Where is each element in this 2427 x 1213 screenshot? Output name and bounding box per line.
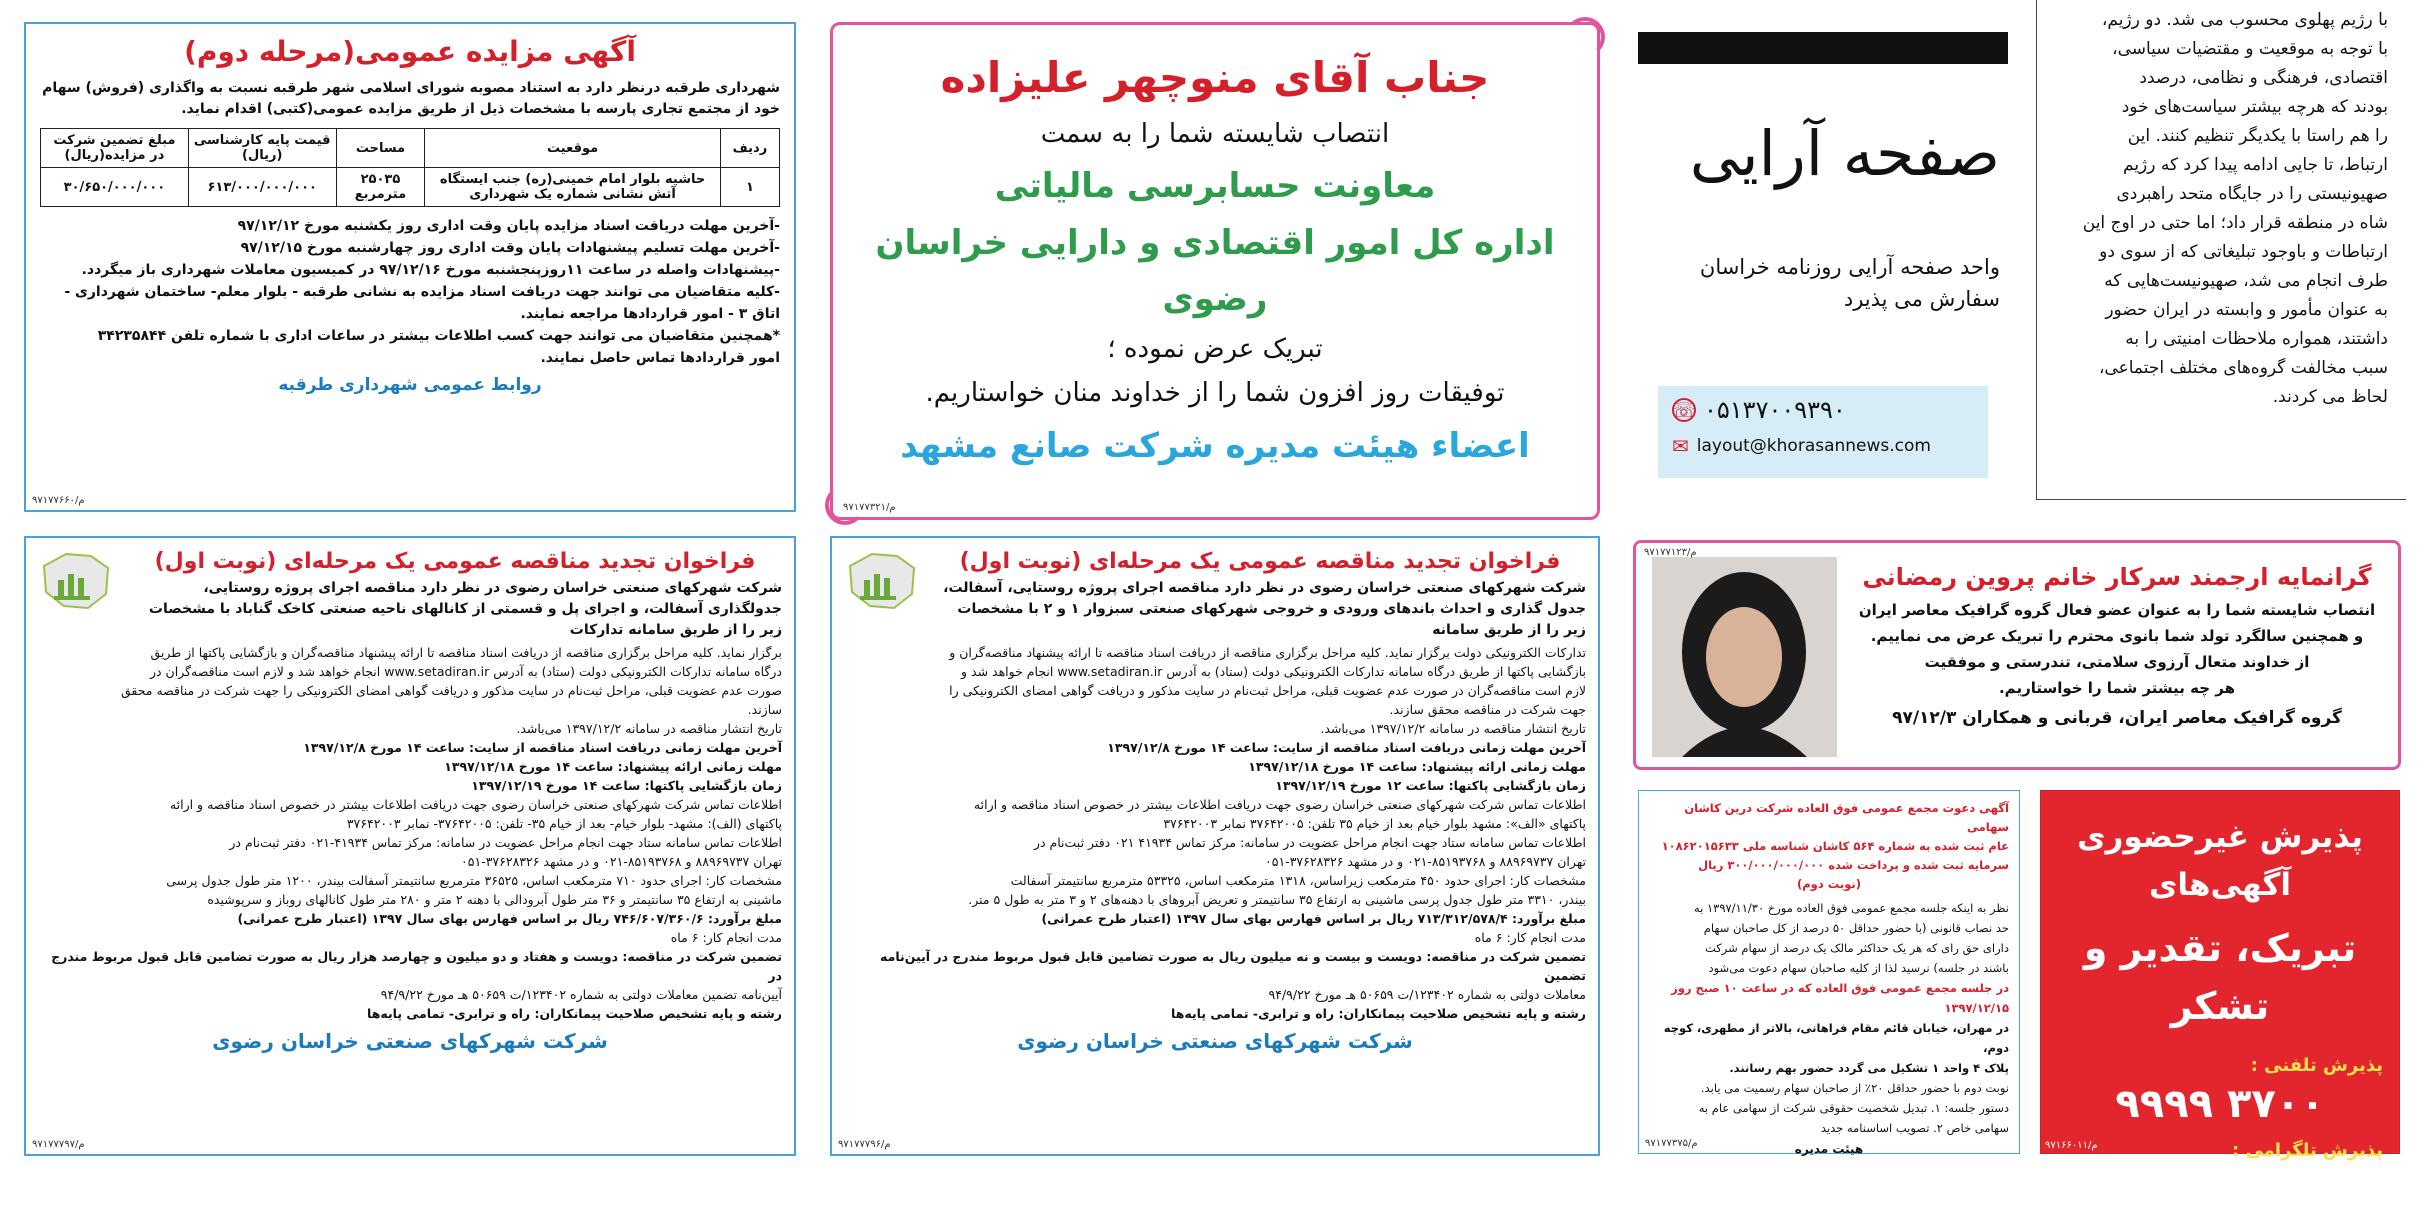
portrait-text [1852, 557, 2382, 735]
shareholders-line: حد نصاب قانونی (با حضور حداقل ۵۰ درصد از کل صاحبان سهام [1703, 921, 2009, 935]
portrait-line: هر چه بیشتر شما را خواستاریم. [1998, 679, 2236, 697]
tender-body [38, 643, 782, 1023]
auction-th: مبلغ تضمین شرکت در مزایده(ریال) [41, 129, 189, 168]
layout-title: صفحه آرایی [1689, 117, 2000, 190]
tender-line: اطلاعات تماس شرکت شهرکهای صنعتی خراسان رضوی جهت دریافت اطلاعات بیشتر در خصوص اسناد مناقصه و ارائه [169, 797, 782, 812]
red-ad-tg[interactable]: ۰۹۱۵۴۷۱۱۳۰۰ [2099, 1166, 2341, 1207]
tender-line: بازگشایی پاکتها از طریق درگاه سامانه تدارکات الکترونیکی دولت (ستاد) به آدرس www.setadiran.ir انجام خواهد شد و [961, 664, 1586, 679]
shareholders-code: ۹۷۱۷۷۳۷۵/م [1645, 1138, 1698, 1149]
acceptance-ad [2040, 790, 2400, 1207]
shareholders-line: نظر به اینکه جلسه مجمع عمومی فوق العاده مورخ ۱۳۹۷/۱۱/۳۰ به [1693, 901, 2009, 915]
phone-icon: ☏ [1671, 398, 1697, 422]
auction-td: ۶۱۳/۰۰۰/۰۰۰/۰۰۰ [188, 168, 336, 207]
tender-line: مشخصات کار: اجرای حدود ۷۱۰ مترمکعب اساس، ۳۶۵۲۵ مترمربع سانتیمتر آسفالت بیندر، ۱۲۰۰ متر طول جدول پرسی [166, 873, 782, 888]
tender-title: فراخوان تجدید مناقصه عمومی یک مرحله‌ای (نوبت اول) [959, 549, 1561, 574]
auction-line: -آخرین مهلت دریافت اسناد مزایده پایان وقت اداری روز یکشنبه مورخ ۹۷/۱۲/۱۲ [237, 218, 780, 234]
tender-signature: شرکت شهرکهای صنعتی خراسان رضوی [212, 1029, 608, 1053]
tender-line: مدت انجام کار: ۶ ماه [1474, 930, 1586, 945]
article-line: سبب مخالفت گروه‌های مختلف اجتماعی، [2098, 358, 2388, 378]
red-ad-tel[interactable]: ۳۷۰۰ ۹۹۹۹ [2115, 1081, 2325, 1127]
phone-row [1672, 396, 1974, 424]
auction-table-header [41, 129, 780, 168]
congrats-position: معاونت حسابرسی مالیاتی [994, 166, 1436, 206]
tender-line: اطلاعات تماس شرکت شهرکهای صنعتی خراسان رضوی جهت دریافت اطلاعات بیشتر در خصوص اسناد مناقصه و ارائه [973, 797, 1586, 812]
article-line: بودند که هرچه بیشتر سیاست‌های خود [2121, 97, 2388, 117]
shareholders-line: در مهران، خیابان قائم مقام فراهانی، بالاتر از مطهری، کوچه دوم، [1663, 1021, 2009, 1055]
flourish-ornament [1565, 17, 1605, 57]
congrats-sender: اعضاء هیئت مدیره شرکت صانع مشهد [900, 426, 1530, 466]
tender-title: فراخوان تجدید مناقصه عمومی یک مرحله‌ای (نوبت اول) [154, 549, 756, 574]
tender-line: رشته و پایه تشخیص صلاحیت پیمانکاران: راه و ترابری- تمامی پایه‌ها [1171, 1006, 1586, 1021]
shareholders-signature: هیئت مدیره [1794, 1142, 1864, 1156]
tender-line: برگزار نماید. کلیه مراحل برگزاری مناقصه از دریافت اسناد مناقصه تا ارائه پیشنهاد مناقصه‌گران و بازگشایی پاکتها از طریق [150, 645, 782, 660]
article-line: با رژیم پهلوی محسوب می شد. دو رژیم، [2101, 10, 2388, 30]
tender-line: مدت انجام کار: ۶ ماه [670, 930, 782, 945]
shareholders-line: باشند در جلسه) نرسید لذا از کلیه صاحبان سهام دعوت می‌شود [1708, 961, 2009, 975]
auction-td: ۱ [720, 168, 779, 207]
article-line: داشتند، همواره ملاحظات امنیتی را به [2125, 329, 2388, 349]
auction-line: -پیشنهادات واصله در ساعت ۱۱روزپنجشنبه مورخ ۹۷/۱۲/۱۶ در کمیسیون معاملات شهرداری باز میگردد. [81, 262, 780, 278]
tender-line: پاکتهای (الف): مشهد- بلوار خیام- بعد از خیام ۳۵- تلفن: ۳۷۶۴۲۰۰۵- نمابر ۳۷۶۴۲۰۰۳ [346, 816, 782, 831]
portrait-sender: گروه گرافیک معاصر ایران، قربانی و همکاران ۹۷/۱۲/۳ [1892, 708, 2342, 728]
article-line: طرف انجام می شد، صهیونیست‌هایی که [2104, 271, 2388, 291]
tender-ad-sabzevar [830, 536, 1600, 1156]
article-line: شاه در منطقه قرار داد؛ اما حتی در اوج این [2082, 213, 2388, 233]
shareholders-line: نوبت دوم با حضور حداقل ۲۰٪ از صاحبان سهام رسمیت می یابد. [1700, 1081, 2009, 1095]
red-ad-line1: پذیرش غیرحضوری آگهی‌های [2077, 819, 2363, 903]
tender-line: تضمین شرکت در مناقصه: دویست و هفتاد و دو میلیون و چهارصد هزار ریال به صورت تضامین قابل قبول مربوط مندرج در [51, 949, 782, 983]
congrats-line2: تبریک عرض نموده ؛ [1107, 334, 1323, 364]
tender-line: اطلاعات تماس سامانه ستاد جهت انجام مراحل عضویت در سامانه: مرکز تماس ۴۱۹۳۴-۰۲۱ دفتر ثبت‌نام در [229, 835, 782, 850]
article-line: ارتباطات و باوجود تبلیغاتی که از سوی دو [2099, 242, 2388, 262]
iran-map-icon [842, 546, 922, 616]
tender-body [844, 643, 1586, 1023]
portrait-line: انتصاب شایسته شما را به عنوان عضو فعال گروه گرافیک معاصر ایران [1858, 601, 2376, 619]
tender-intro: شرکت شهرکهای صنعتی خراسان رضوی در نظر دارد مناقصه اجرای پروژه روستایی، جدولگذاری آسفالت، و اجرای پل و قسمتی از کانالهای ناحیه صنعتی کاخک گناباد با مشخصات زیر را از طریق سامانه تدارکات [148, 580, 782, 638]
portrait-photo [1652, 557, 1837, 757]
auction-signature: روابط عمومی شهرداری طرقبه [278, 375, 542, 395]
tender-signature: شرکت شهرکهای صنعتی خراسان رضوی [1017, 1029, 1413, 1053]
layout-service-ad [1638, 22, 2012, 522]
congrats-ad [830, 22, 1600, 520]
portrait-line: از خداوند متعال آرزوی سلامتی، تندرستی و موفقیت [1924, 653, 2310, 671]
red-ad-tg-label: پذیرش تلگرامی : [2232, 1140, 2383, 1161]
article-line: به عنوان مأمور و وابسته در ایران حضور [2105, 300, 2388, 320]
tender-intro: شرکت شهرکهای صنعتی خراسان رضوی در نظر دارد مناقصه اجرای پروژه روستایی، آسفالت، جدول گذاری و احداث باندهای ورودی و خروجی شهرکهای صنعتی سبزوار ۱ و ۲ با مشخصات زیر را از طریق سامانه [943, 580, 1586, 638]
congrats-line1: انتصاب شایسته شما را به سمت [1040, 119, 1390, 149]
red-ad-tel-label: پذیرش تلفنی : [2250, 1055, 2383, 1076]
tender-line: معاملات دولتی به شماره ۱۲۳۴۰۲/ت ۵۰۶۵۹ هـ مورخ ۹۴/۹/۲۲ [1268, 987, 1586, 1002]
contact-box [1658, 386, 1988, 478]
article-line: صهیونیستی را در جایگاه متحد راهبردی [2116, 184, 2388, 204]
portrait-congrats-ad [1633, 540, 2401, 770]
tender-line: تاریخ انتشار مناقصه در سامانه ۱۳۹۷/۱۲/۲ می‌باشد. [516, 721, 782, 736]
black-bar [1638, 32, 2008, 64]
tender-line: زمان بازگشایی پاکتها: ساعت ۱۴ مورخ ۱۳۹۷/۱۲/۱۹ [471, 778, 782, 793]
congrats-org: اداره کل امور اقتصادی و دارایی خراسان رضوی [875, 223, 1555, 319]
auction-intro: شهرداری طرقبه درنظر دارد به استناد مصوبه شورای اسلامی شهر طرقبه نسبت به واگذاری (فروش) سهام خود از مجتمع تجاری پارسه با مشخصات ذیل از طریق مزایده عمومی(کتبی) اقدام نماید. [42, 80, 780, 117]
tender-line: مبلغ برآورد: ۷۴۶/۶۰۷/۳۶۰/۶ ریال بر اساس فهارس بهای سال ۱۳۹۷ (اعتبار طرح عمرانی) [237, 911, 782, 926]
shareholders-title-line: عام ثبت شده به شماره ۵۶۴ کاشان شناسه ملی ۱۰۸۶۲۰۱۵۶۳۳ [1661, 839, 2009, 853]
tender-line: صورت عدم عضویت قبلی، مراحل ثبت‌نام در سایت مذکور و دریافت گواهی امضای الکترونیکی را جهت شرکت در مناقصه محقق [120, 683, 782, 698]
auction-table [40, 128, 780, 207]
auction-line: امور قراردادها تماس حاصل نمایند. [540, 350, 780, 366]
auction-th: مساحت [336, 129, 425, 168]
tender-line: پاکتهای «الف»: مشهد بلوار خیام بعد از خیام ۳۵ تلفن: ۳۷۶۴۲۰۰۵ نمابر ۳۷۶۴۲۰۰۳ [1163, 816, 1586, 831]
auction-line: -آخرین مهلت تسلیم پیشنهادات پایان وقت اداری روز چهارشنبه مورخ ۹۷/۱۲/۱۵ [240, 240, 780, 256]
tender-line: جهت شرکت در مناقصه محقق سازند. [1389, 702, 1586, 717]
tender-line: آیین‌نامه تضمین معاملات دولتی به شماره ۱۲۳۴۰۲/ت ۵۰۶۵۹ هـ مورخ ۹۴/۹/۲۲ [380, 987, 782, 1002]
tender-line: تهران ۸۸۹۶۹۷۳۷ و ۸۵۱۹۳۷۶۸-۰۲۱ و در مشهد ۳۷۶۲۸۳۲۶-۰۵۱ [461, 854, 782, 869]
congrats-name: جناب آقای منوچهر علیزاده [940, 53, 1490, 102]
tender-line: بیندر، ۳۳۱۰ متر طول جدول پرسی ماشینی به ارتفاع ۳۵ سانتیمتر و تعریض آبروهای با دهنه‌های ۲ و ۳ متر به طول ۵ متر. [968, 892, 1586, 907]
tender-line: زمان بازگشایی پاکتها: ساعت ۱۲ مورخ ۱۳۹۷/۱۲/۱۹ [1275, 778, 1586, 793]
auction-ad [24, 22, 796, 512]
shareholders-meeting-ad [1638, 790, 2020, 1154]
auction-code: ۹۷۱۷۷۶۶۰/م [32, 495, 85, 506]
auction-line: اتاق ۳ - امور قراردادها مراجعه نمایند. [520, 306, 780, 322]
iran-map-icon [36, 546, 116, 616]
contact-phone[interactable]: ۰۵۱۳۷۰۰۹۳۹۰ [1704, 396, 1846, 424]
article-column [2036, 0, 2406, 500]
tender-line: سازند. [747, 702, 782, 717]
auction-td: ۲۵۰۳۵ مترمربع [336, 168, 425, 207]
tender-code: ۹۷۱۷۷۷۹۶/م [838, 1139, 891, 1150]
layout-text2: سفارش می پذیرد [1843, 287, 2000, 311]
tender-line: تاریخ انتشار مناقصه در سامانه ۱۳۹۷/۱۲/۲ می‌باشد. [1320, 721, 1586, 736]
tender-line: رشته و پایه تشخیص صلاحیت پیمانکاران: راه و ترابری- تمامی پایه‌ها [367, 1006, 782, 1021]
shareholders-line: دستور جلسه: ۱. تبدیل شخصیت حقوقی شرکت از سهامی عام به [1698, 1101, 2009, 1115]
portrait-image [1652, 557, 1837, 757]
article-line: لحاظ می کردند. [2272, 387, 2388, 407]
tender-line: مهلت زمانی ارائه پیشنهاد: ساعت ۱۴ مورخ ۱۳۹۷/۱۲/۱۸ [444, 759, 782, 774]
tender-ad-kakhk [24, 536, 796, 1156]
auction-line: *همچنین متقاضیان می توانند جهت کسب اطلاعات بیشتر در ساعات اداری با شماره تلفن ۳۴۲۳۵۸۴۴ [97, 328, 780, 344]
tender-line: تضمین شرکت در مناقصه: دویست و بیست و نه میلیون ریال به صورت تضامین قابل قبول مربوط مندرج در آیین‌نامه تضمین [880, 949, 1586, 983]
mail-icon: ✉ [1672, 434, 1689, 458]
red-ad-line2: تبریک، تقدیر و تشکر [2083, 926, 2357, 1028]
email-row [1672, 434, 1974, 458]
auction-details [40, 215, 780, 369]
tender-line: آخرین مهلت زمانی دریافت اسناد مناقصه از سایت: ساعت ۱۴ مورخ ۱۳۹۷/۱۲/۸ [303, 740, 782, 755]
article-line: با توجه به موقعیت و مقتضیات سیاسی، [2112, 39, 2388, 59]
auction-td: حاشیه بلوار امام خمینی(ره) جنب ایستگاه آتش نشانی شماره یک شهرداری [425, 168, 721, 207]
portrait-line: و همچنین سالگرد تولد شما بانوی محترم را تبریک عرض می نماییم. [1870, 627, 2364, 645]
tender-line: مشخصات کار: اجرای حدود ۴۵۰ مترمکعب زیراساس، ۱۳۱۸ مترمکعب اساس، ۵۳۳۲۵ مترمربع سانتیمتر آسفالت [1010, 873, 1586, 888]
shareholders-line: پلاک ۴ واحد ۱ تشکیل می گردد حضور بهم رسانند. [1729, 1061, 2009, 1075]
auction-td: ۳۰/۶۵۰/۰۰۰/۰۰۰ [41, 168, 189, 207]
shareholders-title-line: آگهی دعوت مجمع عمومی فوق العاده شرکت درین کاشان سهامی [1684, 801, 2009, 834]
auction-th: موقعیت [425, 129, 721, 168]
tender-line: آخرین مهلت زمانی دریافت اسناد مناقصه از سایت: ساعت ۱۴ مورخ ۱۳۹۷/۱۲/۸ [1107, 740, 1586, 755]
tender-line: مهلت زمانی ارائه پیشنهاد: ساعت ۱۴ مورخ ۱۳۹۷/۱۲/۱۸ [1248, 759, 1586, 774]
auction-title: آگهی مزایده عمومی(مرحله دوم) [184, 35, 636, 68]
red-ad-code: ۹۷۱۶۶۰۱۱/م [2045, 1140, 2098, 1151]
shareholders-body [1649, 898, 2009, 1138]
tender-line: تهران ۸۸۹۶۹۷۳۷ و ۸۵۱۹۳۷۶۸-۰۲۱ و در مشهد ۳۷۶۲۸۳۲۶-۰۵۱ [1265, 854, 1586, 869]
article-line: را هم راستا با یکدیگر تنظیم کنند. این [2127, 126, 2388, 146]
shareholders-line: دارای حق رای که هر یک حداکثر مالک یک درصد از سهام شرکت [1704, 941, 2009, 955]
shareholders-line: در جلسه مجمع عمومی فوق العاده که در ساعت ۱۰ صبح روز ۱۳۹۷/۱۲/۱۵ [1671, 981, 2009, 1015]
contact-email[interactable]: layout@khorasannews.com [1696, 436, 1931, 456]
tender-line: مبلغ برآورد: ۷۱۳/۳۱۲/۵۷۸/۴ ریال بر اساس فهارس بهای سال ۱۳۹۷ (اعتبار طرح عمرانی) [1041, 911, 1586, 926]
tender-line: لازم است مناقصه‌گران در صورت عدم عضویت قبلی، مراحل ثبت‌نام در سایت مذکور و دریافت گواهی امضای الکترونیکی را [949, 683, 1586, 698]
layout-text1: واحد صفحه آرایی روزنامه خراسان [1699, 255, 2000, 279]
tender-code: ۹۷۱۷۷۷۹۷/م [32, 1139, 85, 1150]
article-line: اقتصادی، فرهنگی و نظامی، درصدد [2139, 68, 2388, 88]
tender-line: ماشینی به ارتفاع ۳۵ سانتیمتر و ۳۶ متر طول آبرودالی با دهنه ۲ متر و ۲۸۰ متر طول کانالهای روباز و سرپوشیده [207, 892, 782, 907]
tender-line: درگاه سامانه تدارکات الکترونیکی دولت (ستاد) به آدرس www.setadiran.ir انجام خواهد شد و لازم است مناقصه‌گران در [149, 664, 782, 679]
auction-th: ردیف [720, 129, 779, 168]
shareholders-title [1649, 799, 2009, 894]
article-body [2049, 6, 2388, 412]
auction-th: قیمت پایه کارشناسی (ریال) [188, 129, 336, 168]
article-line: ارتباط، تا جایی ادامه پیدا کرد که رژیم [2123, 155, 2388, 175]
portrait-title: گرانمایه ارجمند سرکار خانم پروین رمضانی [1862, 563, 2372, 591]
table-row [41, 168, 780, 207]
tender-line: تدارکات الکترونیکی دولت برگزار نماید. کلیه مراحل برگزاری مناقصه از دریافت اسناد مناقصه تا ارائه پیشنهاد مناقصه‌گران و [949, 645, 1586, 660]
shareholders-title-line: (نوبت دوم) [1796, 877, 1861, 891]
portrait-code: ۹۷۱۷۷۱۲۳/م [1644, 547, 1697, 558]
shareholders-title-line: سرمایه ثبت شده و پرداخت شده ۳۰۰/۰۰۰/۰۰۰/۰۰۰ ریال [1698, 858, 2009, 872]
tender-line: اطلاعات تماس سامانه ستاد جهت انجام مراحل عضویت در سامانه: مرکز تماس ۴۱۹۳۴ ۰۲۱ دفتر ثبت‌نام در [1033, 835, 1586, 850]
auction-line: -کلیه متقاضیان می توانند جهت دریافت اسناد مزایده به نشانی طرقبه - بلوار معلم- ساختمان شهرداری - [64, 284, 780, 300]
congrats-line3: توفیقات روز افزون شما را از خداوند منان خواستاریم. [925, 378, 1505, 408]
shareholders-line: سهامی خاص ۲. تصویب اساسنامه جدید [1820, 1121, 2009, 1135]
congrats-code: ۹۷۱۷۷۳۲۱/م [843, 502, 896, 513]
